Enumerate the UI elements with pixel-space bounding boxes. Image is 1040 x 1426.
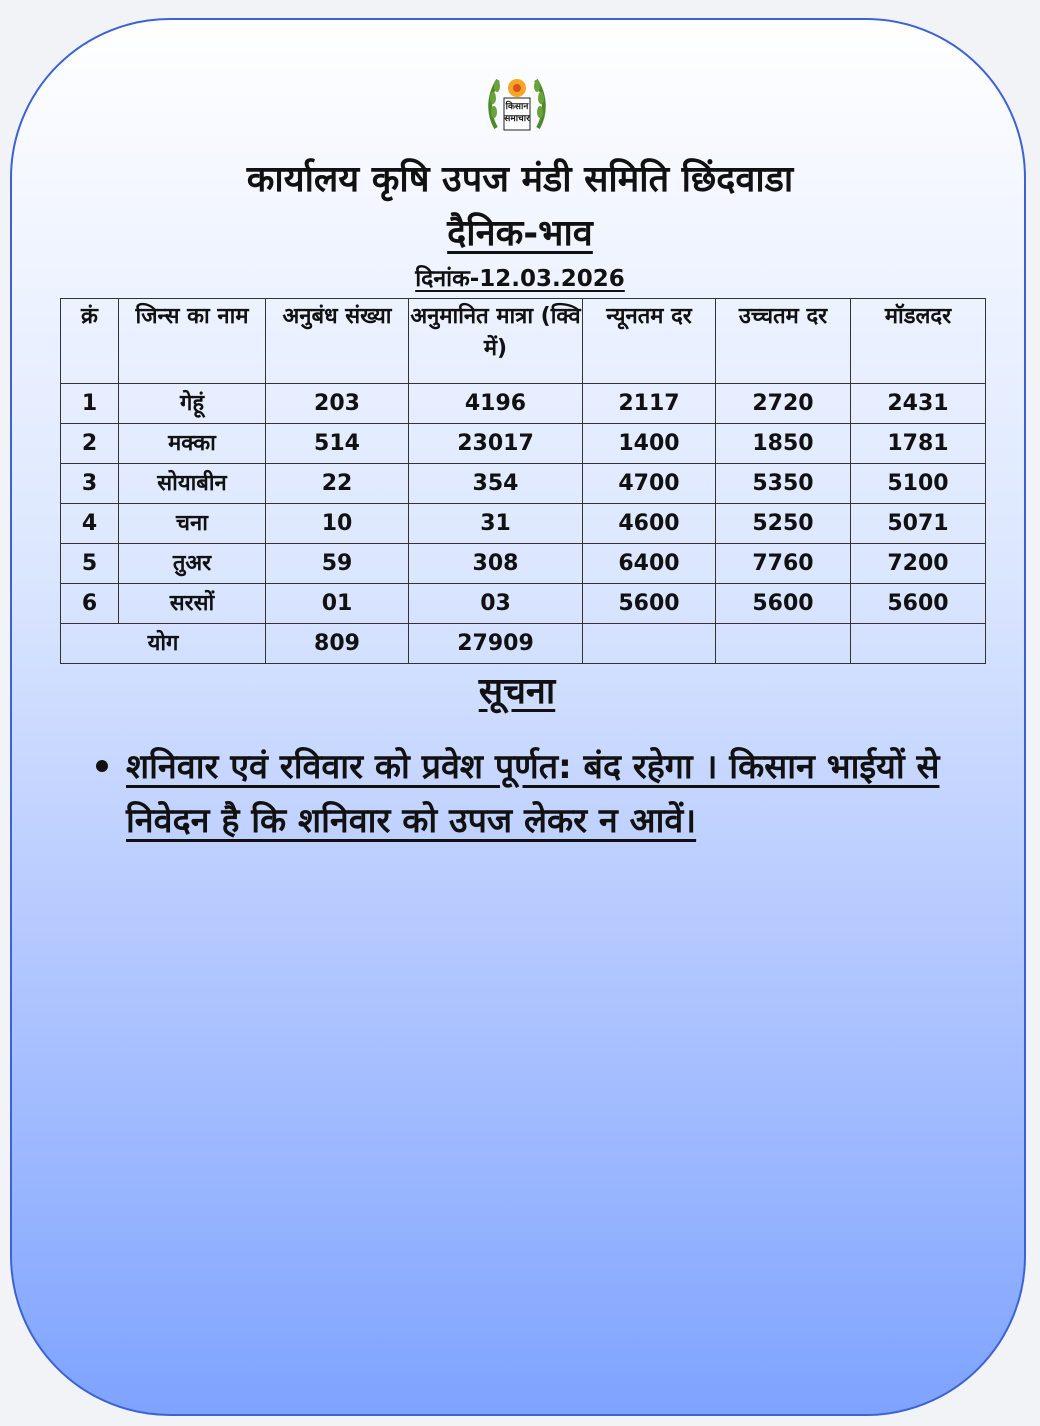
cell-commodity: चना: [119, 504, 266, 544]
cell-modal-rate: 5600: [851, 584, 986, 624]
bullet-icon: [96, 760, 108, 772]
total-quantity: 27909: [409, 624, 583, 664]
cell-quantity: 308: [409, 544, 583, 584]
cell-modal-rate: 1781: [851, 424, 986, 464]
table-row: [61, 504, 986, 544]
cell-contracts: 514: [266, 424, 409, 464]
cell-commodity: मक्का: [119, 424, 266, 464]
cell-min-rate: 5600: [583, 584, 716, 624]
notice-heading-text: सूचना: [478, 671, 556, 712]
table-row: [61, 384, 986, 424]
table-row: [61, 424, 986, 464]
cell-min-rate: 1400: [583, 424, 716, 464]
total-empty-cell: [851, 624, 986, 664]
cell-quantity: 31: [409, 504, 583, 544]
logo-line2: समाचार: [504, 114, 530, 124]
total-label: योग: [61, 624, 266, 664]
cell-serial: 1: [61, 384, 119, 424]
daily-rates-text: दैनिक-भाव: [447, 213, 593, 254]
report-date: [0, 262, 1040, 296]
header-max-rate: उच्चतम दर: [716, 299, 851, 384]
header-contracts: अनुबंध संख्या: [266, 299, 409, 384]
cell-modal-rate: 7200: [851, 544, 986, 584]
cell-serial: 2: [61, 424, 119, 464]
daily-rates-heading: [0, 210, 1040, 258]
cell-commodity: गेहूं: [119, 384, 266, 424]
cell-modal-rate: 2431: [851, 384, 986, 424]
cell-max-rate: 5600: [716, 584, 851, 624]
cell-quantity: 23017: [409, 424, 583, 464]
report-date-text: दिनांक-12.03.2026: [415, 266, 625, 292]
header-serial: क्रं: [61, 299, 119, 384]
cell-max-rate: 2720: [716, 384, 851, 424]
cell-min-rate: 4700: [583, 464, 716, 504]
notice-body-text: शनिवार एवं रविवार को प्रवेश पूर्णत: बंद रहेगा । किसान भाईयों से निवेदन है कि शनिवार को उपज लेकर न आवें।: [126, 747, 940, 841]
cell-commodity: सरसों: [119, 584, 266, 624]
cell-modal-rate: 5100: [851, 464, 986, 504]
cell-commodity: तुअर: [119, 544, 266, 584]
cell-quantity: 4196: [409, 384, 583, 424]
table-header-row: [61, 299, 986, 384]
cell-min-rate: 2117: [583, 384, 716, 424]
total-empty-cell: [583, 624, 716, 664]
cell-min-rate: 4600: [583, 504, 716, 544]
notice-heading: [0, 668, 1034, 716]
header-modal-rate: मॉडलदर: [851, 299, 986, 384]
cell-serial: 3: [61, 464, 119, 504]
cell-contracts: 10: [266, 504, 409, 544]
logo-line1: किसान: [505, 102, 529, 112]
header-quantity: अनुमानित मात्रा (क्वि में): [409, 299, 583, 384]
logo: [486, 70, 548, 134]
cell-serial: 5: [61, 544, 119, 584]
office-title: कार्यालय कृषि उपज मंडी समिति छिंदवाडा: [246, 159, 794, 200]
cell-modal-rate: 5071: [851, 504, 986, 544]
cell-min-rate: 6400: [583, 544, 716, 584]
cell-contracts: 203: [266, 384, 409, 424]
cell-serial: 4: [61, 504, 119, 544]
rates-table: [60, 298, 986, 664]
cell-contracts: 01: [266, 584, 409, 624]
cell-quantity: 03: [409, 584, 583, 624]
header-commodity: जिन्स का नाम: [119, 299, 266, 384]
total-contracts: 809: [266, 624, 409, 664]
cell-max-rate: 7760: [716, 544, 851, 584]
cell-quantity: 354: [409, 464, 583, 504]
header-min-rate: न्यूनतम दर: [583, 299, 716, 384]
table-row: [61, 544, 986, 584]
cell-max-rate: 5250: [716, 504, 851, 544]
total-empty-cell: [716, 624, 851, 664]
cell-contracts: 59: [266, 544, 409, 584]
cell-contracts: 22: [266, 464, 409, 504]
notice-body: [126, 740, 966, 848]
table-row: [61, 464, 986, 504]
cell-serial: 6: [61, 584, 119, 624]
cell-max-rate: 5350: [716, 464, 851, 504]
cell-commodity: सोयाबीन: [119, 464, 266, 504]
table-total-row: [61, 624, 986, 664]
table-row: [61, 584, 986, 624]
cell-max-rate: 1850: [716, 424, 851, 464]
